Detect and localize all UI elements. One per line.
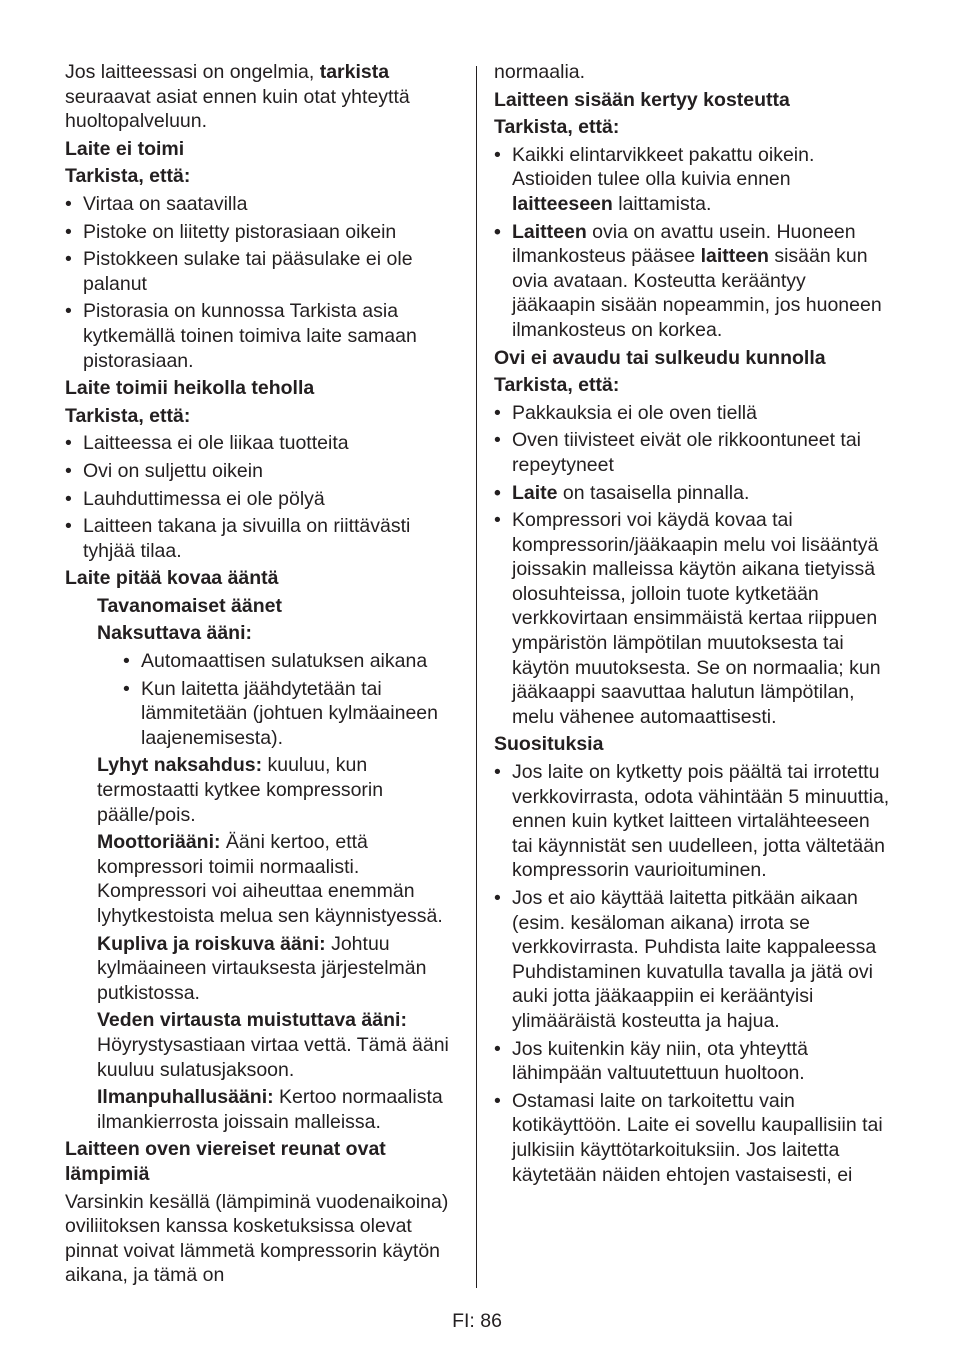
list-item: • Kun laitetta jäähdytetään tai lämmitetään (johtuen kylmäaineen laajenemisesta). [123, 677, 463, 751]
list-item: • Ostamasi laite on tarkoitettu vain kotikäyttöön. Laite ei sovellu kaupallisiin tai julkisiin käyttötarkoituksiin. Jos laitetta käytetään näiden ehtojen vastaisesti, ei [494, 1089, 894, 1187]
list-item: • Lauhduttimessa ei ole pölyä [65, 487, 463, 512]
term-bold: Veden virtausta muistuttava ääni: [97, 1009, 407, 1032]
list-item: • Pistokkeen sulake tai pääsulake ei ole palanut [65, 247, 463, 296]
list-item: • Jos et aio käyttää laitetta pitkään aikaan (esim. kesäloman aikana) irrota se verkkovirrasta. Puhdista laite kappaleessa Puhdistaminen kuvatulla tavalla ja jätä ovi auki jotta jääkaappiin ei kerääntyisi ylimääräistä kosteutta ja hajua. [494, 886, 894, 1034]
list-item: • Laitteessa ei ole liikaa tuotteita [65, 431, 463, 456]
term-text: Ääni kertoo, että kompressori toimii normaalisti. Kompressori voi aiheuttaa enemmän lyhytkestoista melua sen käynnistyessä. [97, 831, 443, 927]
list-item: • Jos kuitenkin käy niin, ota yhteyttä lähimpään valtuutettuun huoltoon. [494, 1037, 894, 1086]
right-column [494, 60, 894, 1190]
term-text: kuuluu, kun termostaatti kytkee kompressorin päälle/pois. [97, 754, 384, 826]
water-sound-paragraph [65, 1008, 463, 1082]
item-bold: laitteeseen [512, 192, 613, 215]
list-item: • Laitteen takana ja sivuilla on riittävästi tyhjää tilaa. [65, 514, 463, 563]
door-list [494, 401, 894, 730]
item-bold: Laite [512, 481, 558, 504]
list-item [494, 220, 894, 343]
intro-bold: tarkista [319, 61, 390, 83]
term-text: Höyrystysastiaan virtaa vettä. Tämä ääni kuuluu sulatusjaksoon. [97, 1033, 449, 1081]
check-label: Tarkista, että: [494, 116, 620, 139]
term-bold: Lyhyt naksahdus: [97, 754, 263, 777]
section-heading-door: Ovi ei avaudu tai sulkeudu kunnolla [494, 346, 826, 369]
normal-sounds-heading: Tavanomaiset äänet [97, 594, 282, 617]
list-item: • Automaattisen sulatuksen aikana [123, 649, 463, 674]
bubble-sound-paragraph [65, 932, 463, 1006]
recommendations-list [494, 760, 894, 1187]
term-bold: Kupliva ja roiskuva ääni: [97, 932, 326, 955]
intro-paragraph [65, 60, 463, 134]
list-item [494, 481, 894, 506]
term-bold: Moottoriääni: [97, 831, 221, 854]
continued-text: normaalia. [494, 61, 586, 83]
item-text: ovia on avattu usein. Huoneen ilmankosteus pääsee [512, 220, 856, 268]
click-sound-list [65, 649, 463, 750]
column-divider [476, 66, 477, 1288]
list-item: • Jos laite on kytketty pois päältä tai irrotettu verkkovirrasta, odota vähintään 5 minuuttia, ennen kuin kytket laitteen virtalähteeseen tai käynnistät sen uudelleen, jotta vältetään kompressorin vaurioituminen. [494, 760, 894, 883]
item-text-end: laittamista. [612, 192, 712, 215]
item-text: Kaikki elintarvikkeet pakattu oikein. Astioiden tulee olla kuivia ennen [512, 143, 815, 191]
check-label: Tarkista, että: [65, 165, 191, 188]
section-heading-no-power: Laite ei toimi [65, 137, 185, 160]
warm-edges-paragraph: Varsinkin kesällä (lämpiminä vuodenaikoina) oviliitoksen kanssa kosketuksissa olevat pinnat voivat lämmetä kompressorin käytön aikana, ja tämä on [65, 1190, 449, 1287]
list-item: • Oven tiivisteet eivät ole rikkoontuneet tai repeytyneet [494, 428, 894, 477]
item-bold: laitteen [700, 245, 769, 268]
click-sound-heading: Naksuttava ääni: [97, 622, 252, 645]
list-item: • Ovi on suljettu oikein [65, 459, 463, 484]
list-item: • Pistoke on liitetty pistorasiaan oikein [65, 220, 463, 245]
item-text: on tasaisella pinnalla. [557, 481, 750, 504]
item-text-end: sisään kun ovia avataan. Kosteutta kerääntyy jääkaapin sisään nopeammin, jos huoneen ilmankosteus on korkea. [512, 245, 882, 341]
section-heading-weak-power: Laite toimii heikolla teholla [65, 377, 315, 400]
left-column [65, 60, 463, 1291]
section-heading-recommendations: Suosituksia [494, 733, 604, 756]
section-heading-moisture: Laitteen sisään kertyy kosteutta [494, 88, 790, 111]
term-text: Johtuu kylmäaineen virtauksesta järjestelmän putkistossa. [97, 932, 427, 1004]
check-label: Tarkista, että: [65, 404, 191, 427]
check-label: Tarkista, että: [494, 374, 620, 397]
term-bold: Ilmanpuhallusääni: [97, 1086, 274, 1109]
air-sound-paragraph [65, 1085, 463, 1134]
no-power-list [65, 192, 463, 373]
list-item: • Virtaa on saatavilla [65, 192, 463, 217]
term-text: Kertoo normaalista ilmankierrosta joissain malleissa. [97, 1086, 443, 1133]
moisture-list [494, 143, 894, 343]
item-bold: Laitteen [512, 220, 587, 243]
section-heading-warm-edges: Laitteen oven viereiset reunat ovat lämpimiä [65, 1138, 386, 1185]
motor-sound-paragraph [65, 830, 463, 928]
intro-text: Jos laitteessasi on ongelmia, [65, 61, 320, 83]
page-number: FI: 86 [452, 1310, 502, 1332]
intro-text-end: seuraavat asiat ennen kuin otat yhteyttä huoltopalveluun. [65, 85, 410, 133]
short-click-paragraph [65, 753, 463, 827]
list-item: • Pistorasia on kunnossa Tarkista asia kytkemällä toinen toimiva laite samaan pistorasiaan. [65, 299, 463, 373]
list-item: • Pakkauksia ei ole oven tiellä [494, 401, 894, 426]
section-heading-noise: Laite pitää kovaa ääntä [65, 567, 279, 590]
list-item: • Kompressori voi käydä kovaa tai kompressorin/jääkaapin melu voi lisääntyä joissakin malleissa käytön aikana tietyissä olosuhteissa, jolloin tuote kytketään verkkovirtaan ensimmäistä kertaa riippuen ympäristön lämpötilan muutoksesta tai käytön muutoksesta. Se on normaalia; kun jääkaappi saavuttaa halutun lämpötilan, melu vähenee automaattisesti. [494, 508, 894, 729]
list-item [494, 143, 894, 217]
weak-power-list [65, 431, 463, 563]
